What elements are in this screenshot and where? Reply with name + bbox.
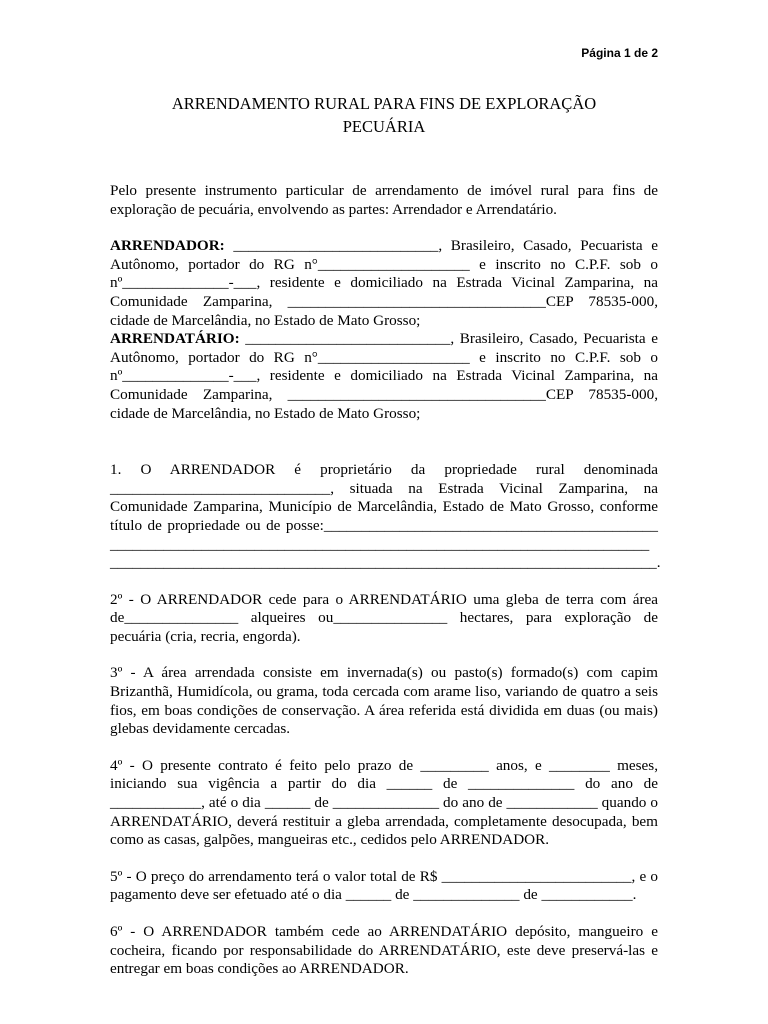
arrendatario-text: ___________________________, Brasileiro, Casado, Pecuarista e Autônomo, portador do RG n°____________________ e inscrito no C.P.F. sob o nº______________-___, residente e domiciliado na Estrada Vicinal Zamparina, na Comunidade Zamparina, __________________________________CEP 78535-000, cidade de Marcelândia, no Estado de Mato Grosso; bbox=[110, 330, 658, 422]
arrendatario-label: ARRENDATÁRIO: bbox=[110, 330, 240, 348]
document-body bbox=[110, 182, 661, 979]
intro-paragraph: Pelo presente instrumento particular de arrendamento de imóvel rural para fins de exploração de pecuária, envolvendo as partes: Arrendador e Arrendatário. bbox=[110, 182, 658, 218]
clause-1: 1. O ARRENDADOR é proprietário da propriedade rural denominada _____________________________, situada na Estrada Vicinal Zamparina, na Comunidade Zamparina, Município de Marcelândia, Estado de Mato Grosso, conforme título de propriedade ou de posse:____________________________________________ _______________________________________________________________________ ________________________________________________________________________. bbox=[110, 461, 661, 572]
arrendador-text: ___________________________, Brasileiro, Casado, Pecuarista e Autônomo, portador do RG n°____________________ e inscrito no C.P.F. sob o nº______________-___, residente e domiciliado na Estrada Vicinal Zamparina, na Comunidade Zamparina, __________________________________CEP 78535-000, cidade de Marcelândia, no Estado de Mato Grosso; bbox=[110, 237, 658, 329]
clause-2: 2º - O ARRENDADOR cede para o ARRENDATÁRIO uma gleba de terra com área de_______________ alqueires ou_______________ hectares, para exploração de pecuária (cria, recria, engorda). bbox=[110, 590, 658, 645]
page-number: Página 1 de 2 bbox=[581, 46, 658, 60]
arrendatario-paragraph bbox=[110, 330, 658, 423]
clause-4: 4º - O presente contrato é feito pelo prazo de _________ anos, e ________ meses, iniciando sua vigência a partir do dia ______ de ______________ do ano de ____________, até o dia ______ de ______________ do ano de ____________ quando o ARRENDATÁRIO, deverá restituir a gleba arrendada, completamente desocupada, bem como as casas, galpões, mangueiras etc., cedidos pelo ARRENDADOR. bbox=[110, 756, 658, 849]
clause-6: 6º - O ARRENDADOR também cede ao ARRENDATÁRIO depósito, mangueiro e cocheira, ficando por responsabilidade do ARRENDATÁRIO, este deve preservá-las e entregar em boas condições ao ARRENDADOR. bbox=[110, 923, 658, 978]
arrendador-label: ARRENDADOR: bbox=[110, 237, 225, 255]
arrendador-paragraph bbox=[110, 237, 658, 330]
clause-5: 5º - O preço do arrendamento terá o valor total de R$ _________________________, e o pagamento deve ser efetuado até o dia ______ de ______________ de ____________. bbox=[110, 867, 658, 904]
clause-3: 3º - A área arrendada consiste em invernada(s) ou pasto(s) formado(s) com capim Brizanthã, Humidícola, ou grama, toda cercada com arame liso, variando de quatro a seis fios, em boas condições de conservação. A área referida está dividida em duas (ou mais) glebas devidamente cercadas. bbox=[110, 664, 658, 738]
title-line-2: PECUÁRIA bbox=[342, 117, 426, 136]
document-title bbox=[110, 92, 658, 138]
title-line-1: ARRENDAMENTO RURAL PARA FINS DE EXPLORAÇÃO bbox=[171, 94, 597, 113]
